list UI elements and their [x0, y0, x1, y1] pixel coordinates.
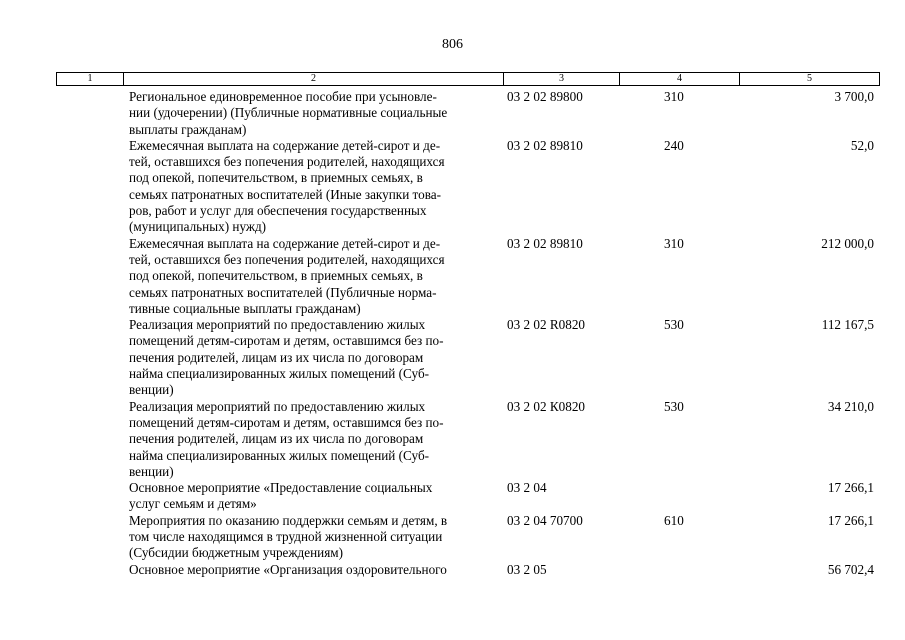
row-code: 03 2 05 — [507, 561, 547, 577]
row-code: 03 2 02 89810 — [507, 137, 583, 153]
row-name: Основное мероприятие «Предоставление социальных услуг семьям и детям» — [129, 480, 433, 512]
row-name: Реализация мероприятий по предоставлению жилых помещений детям-сиротам и детям, оставшимся без по- печения родителей, лицам из их числа по договорам найма специализированных жилых помещений (Суб- венции) — [129, 398, 444, 479]
row-expense-type: 240 — [664, 137, 684, 153]
row-sum: 56 702,4 — [827, 561, 874, 577]
row-name: Мероприятия по оказанию поддержки семьям и детям, в том числе находящимся в трудной жизненной ситуации (Субсидии бюджетным учреждениям) — [129, 512, 448, 561]
header-cell-4: 4 — [619, 73, 739, 85]
row-sum: 212 000,0 — [821, 235, 874, 251]
row-code: 03 2 02 К0820 — [507, 398, 586, 414]
row-name: Региональное единовременное пособие при усыновле- нии (удочерении) (Публичные нормативные социальные выплаты гражданам) — [129, 89, 448, 137]
row-sum: 34 210,0 — [827, 398, 874, 414]
row-sum: 17 266,1 — [827, 512, 874, 528]
row-sum: 17 266,1 — [827, 480, 874, 496]
row-code: 03 2 04 — [507, 480, 547, 496]
row-code: 03 2 04 70700 — [507, 512, 583, 528]
table-row — [0, 562, 905, 578]
header-cell-5: 5 — [739, 73, 879, 85]
header-cell-3: 3 — [503, 73, 619, 85]
row-code: 03 2 02 89800 — [507, 89, 583, 104]
row-name: Реализация мероприятий по предоставлению жилых помещений детям-сиротам и детям, оставшимся без по- печения родителей, лицам из их числа по договорам найма специализированных жилых помещений (Суб- венции) — [129, 317, 444, 398]
row-name: Ежемесячная выплата на содержание детей-сирот и де- тей, оставшихся без попечения родителей, находящихся под опекой, попечительством, в приемных семьях, в семьях патронатных воспитателей (Иные закупки това- ров, работ и услуг для обеспечения государственных (муниципальных) нужд) — [129, 137, 445, 235]
row-sum: 52,0 — [850, 137, 874, 153]
table-row — [0, 480, 905, 513]
row-expense-type: 530 — [664, 317, 684, 333]
row-sum: 3 700,0 — [834, 89, 874, 104]
row-code: 03 2 02 89810 — [507, 235, 583, 251]
row-expense-type: 610 — [664, 512, 684, 528]
table-header-row — [56, 72, 880, 86]
page-number: 806 — [442, 37, 463, 52]
table-row — [0, 513, 905, 562]
table-row — [0, 138, 905, 236]
row-sum: 112 167,5 — [821, 317, 874, 333]
header-cell-1: 1 — [87, 73, 93, 84]
budget-table-body — [0, 89, 905, 578]
table-row — [0, 89, 905, 138]
row-code: 03 2 02 R0820 — [507, 317, 586, 333]
row-name: Ежемесячная выплата на содержание детей-сирот и де- тей, оставшихся без попечения родителей, находящихся под опекой, попечительством, в приемных семьях, в семьях патронатных воспитателей (Публичные норма- тивные социальные выплаты гражданам) — [129, 235, 445, 316]
header-cell-2: 2 — [123, 73, 503, 85]
row-expense-type: 310 — [664, 89, 684, 104]
row-name: Основное мероприятие «Организация оздоровительного — [129, 561, 447, 577]
row-expense-type: 530 — [664, 398, 684, 414]
row-expense-type: 310 — [664, 235, 684, 251]
table-row — [0, 317, 905, 398]
table-row — [0, 399, 905, 480]
table-row — [0, 236, 905, 317]
